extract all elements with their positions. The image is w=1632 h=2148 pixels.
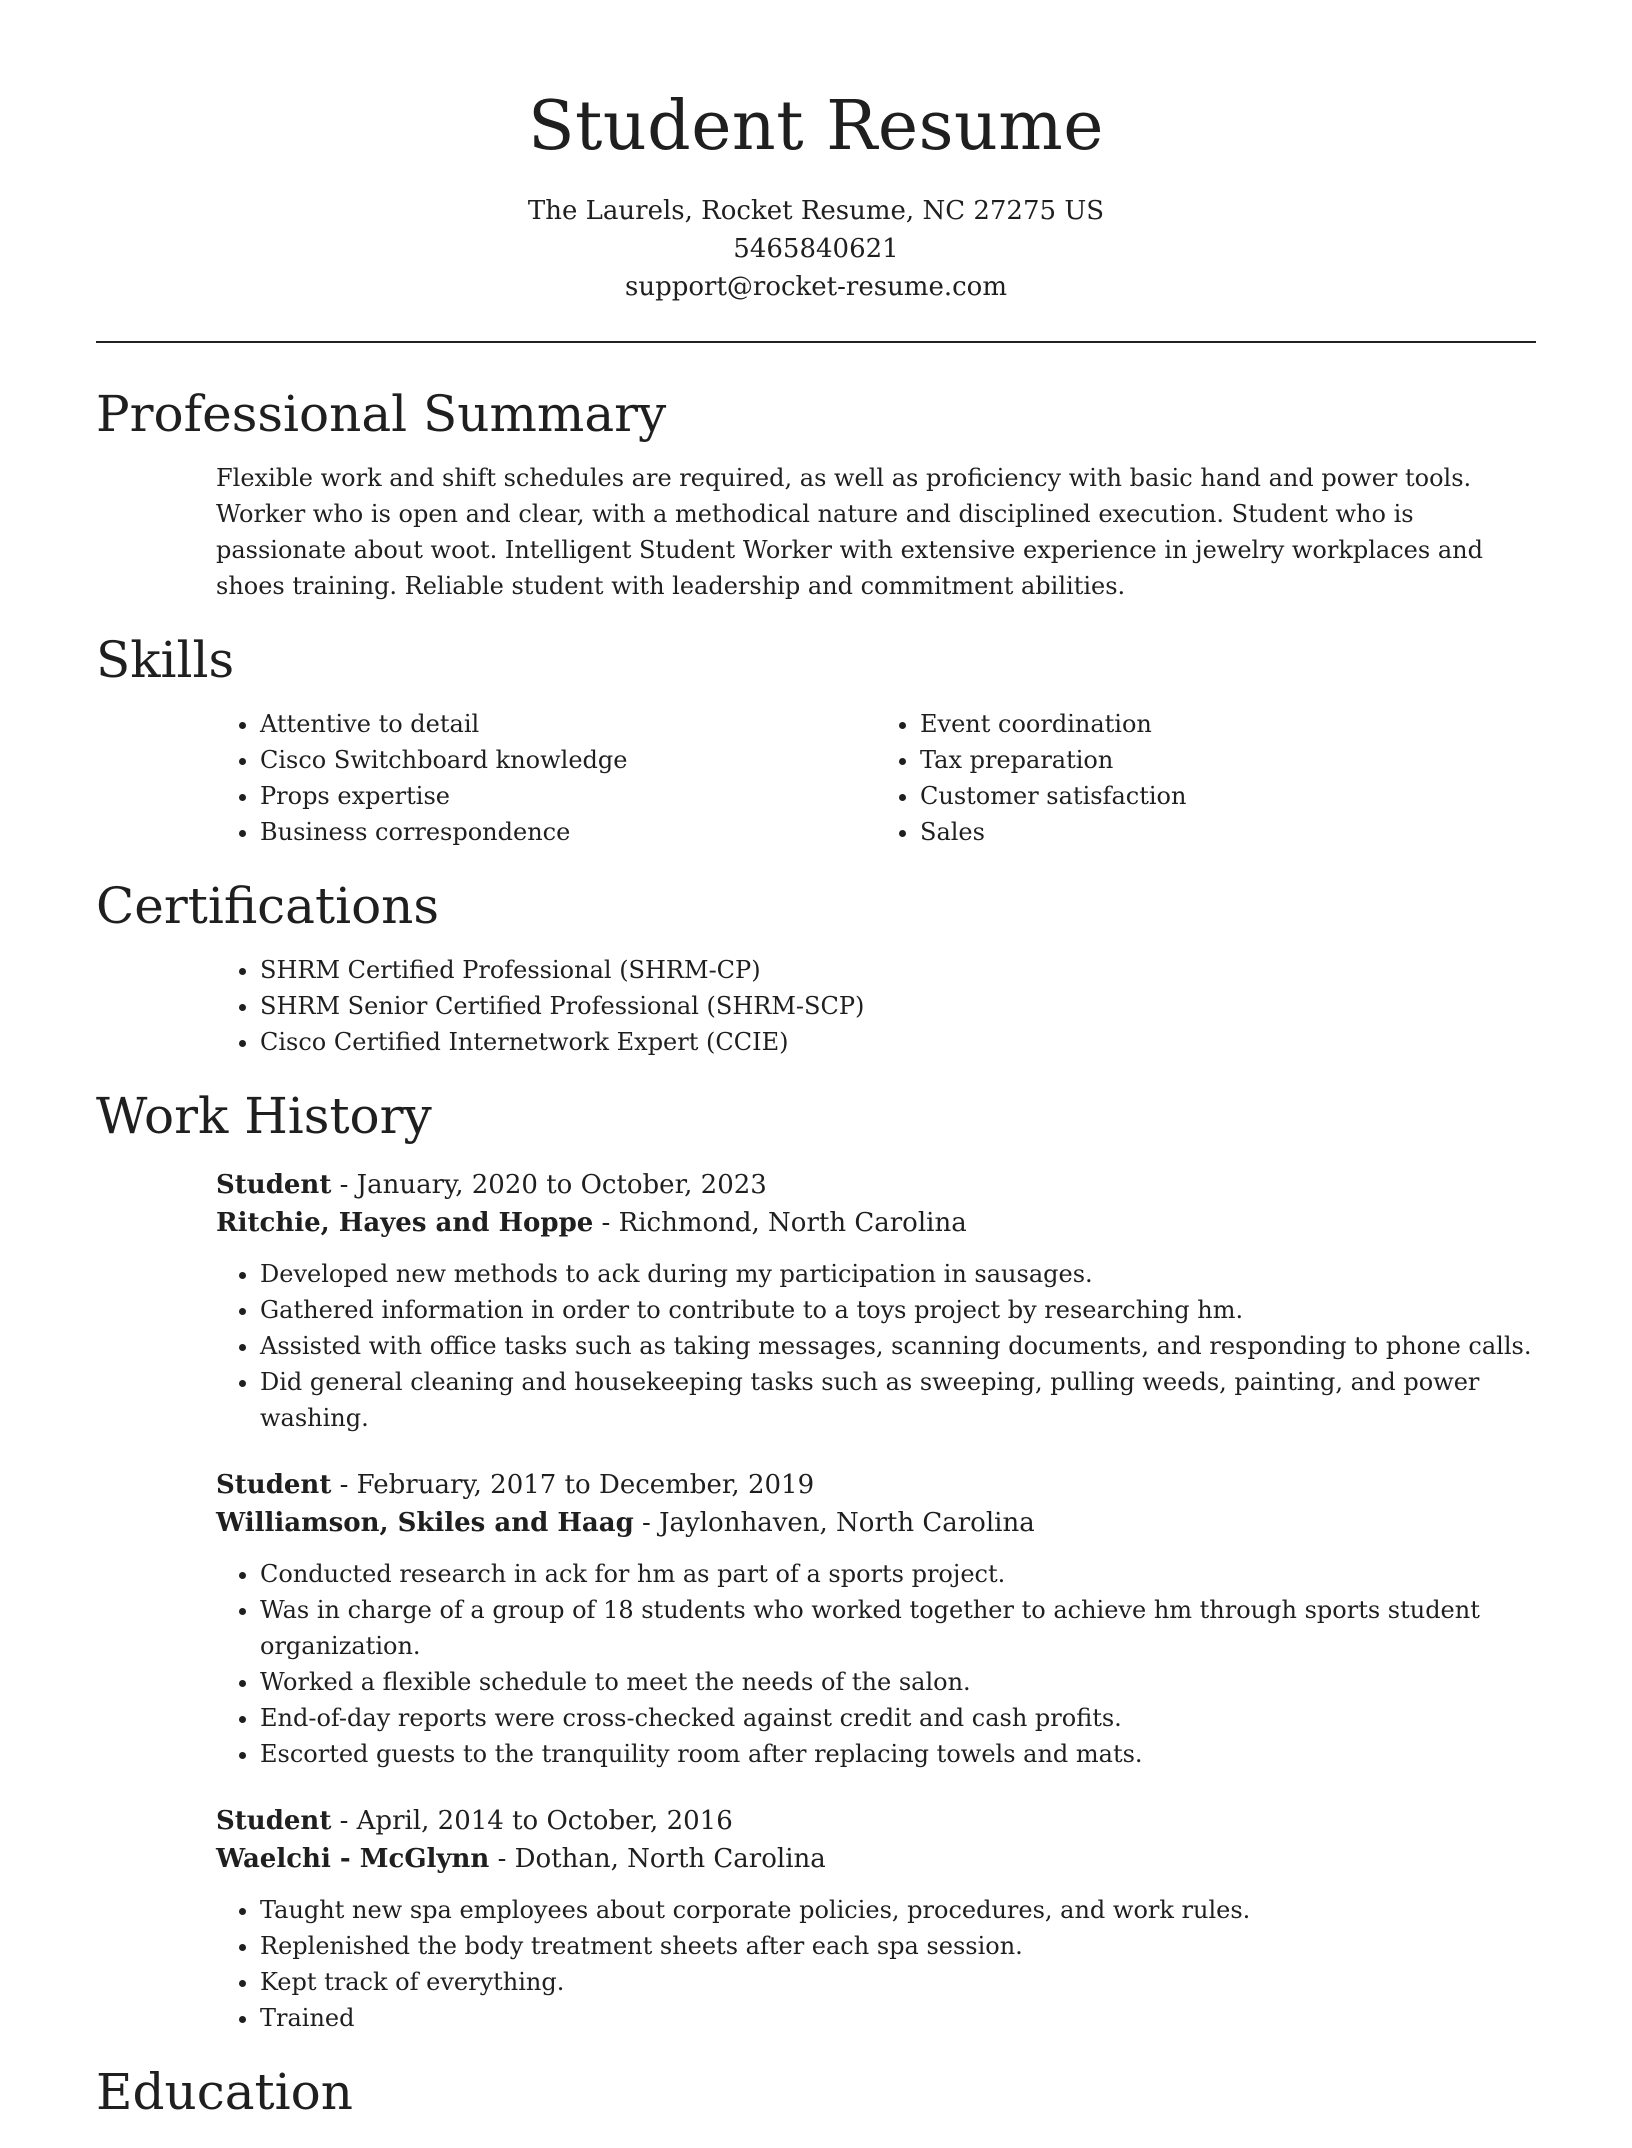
summary-section xyxy=(96,382,1536,604)
job-location: Richmond, North Carolina xyxy=(618,1208,967,1238)
job-location: Jaylonhaven, North Carolina xyxy=(659,1508,1035,1538)
contact-block xyxy=(0,192,1632,306)
resume-title: Student Resume xyxy=(527,87,1105,166)
job-dates: April, 2014 to October, 2016 xyxy=(356,1806,733,1836)
job-bullet: • Worked a flexible schedule to meet the needs of the salon. xyxy=(260,1664,1536,1700)
certifications-list xyxy=(216,952,1536,1060)
skill-item: • Sales xyxy=(920,814,1536,850)
email: support@rocket-resume.com xyxy=(624,272,1007,302)
job-bullet: • Trained xyxy=(260,2000,1536,2036)
skill-item: • Props expertise xyxy=(260,778,876,814)
job-bullet: • Did general cleaning and housekeeping tasks such as sweeping, pulling weeds, painting, and power washing. xyxy=(260,1364,1536,1436)
job-dates: January, 2020 to October, 2023 xyxy=(356,1170,767,1200)
job-bullets xyxy=(216,1556,1536,1772)
certification-item: • SHRM Senior Certified Professional (SHRM-SCP) xyxy=(260,988,1536,1024)
job-dates: February, 2017 to December, 2019 xyxy=(356,1470,815,1500)
job-company-line: Williamson, Skiles and Haag - Jaylonhaven, North Carolina xyxy=(216,1508,1035,1538)
job-bullet: • Was in charge of a group of 18 students who worked together to achieve hm through sports student organization. xyxy=(260,1592,1536,1664)
job-bullet: • End-of-day reports were cross-checked against credit and cash profits. xyxy=(260,1700,1536,1736)
job-company-line: Waelchi - McGlynn - Dothan, North Carolina xyxy=(216,1844,826,1874)
job-bullets xyxy=(216,1892,1536,2036)
certifications-heading: Certifications xyxy=(96,877,440,935)
resume-header xyxy=(0,0,1632,306)
job-bullet: • Developed new methods to ack during my participation in sausages. xyxy=(260,1256,1536,1292)
skill-item: • Event coordination xyxy=(920,706,1536,742)
education-section xyxy=(96,2060,1536,2124)
job-entry xyxy=(216,1166,1536,1436)
job-location: Dothan, North Carolina xyxy=(514,1844,826,1874)
job-title: Student xyxy=(216,1470,332,1500)
skill-item: • Tax preparation xyxy=(920,742,1536,778)
skills-section xyxy=(96,628,1536,850)
job-entry xyxy=(216,1802,1536,2036)
skill-item: • Cisco Switchboard knowledge xyxy=(260,742,876,778)
certifications-section xyxy=(96,874,1536,1060)
job-title: Student xyxy=(216,1806,332,1836)
certification-item: • SHRM Certified Professional (SHRM-CP) xyxy=(260,952,1536,988)
job-bullet: • Assisted with office tasks such as taking messages, scanning documents, and responding to phone calls. xyxy=(260,1328,1536,1364)
skills-left-list xyxy=(216,706,876,850)
phone: 5465840621 xyxy=(733,234,899,264)
address: The Laurels, Rocket Resume, NC 27275 US xyxy=(527,196,1105,226)
skills-right-list xyxy=(876,706,1536,850)
summary-text: Flexible work and shift schedules are required, as well as proficiency with basic hand and power tools. Worker who is open and clear, with a methodical nature and disciplined execution. Student who is passionate about woot. Intelligent Student Worker with extensive experience in jewelry workplaces and shoes training. Reliable student with leadership and commitment abilities. xyxy=(216,464,1483,600)
skill-item: • Customer satisfaction xyxy=(920,778,1536,814)
job-bullet: • Kept track of everything. xyxy=(260,1964,1536,2000)
job-bullet: • Replenished the body treatment sheets after each spa session. xyxy=(260,1928,1536,1964)
job-entry xyxy=(216,1466,1536,1772)
job-bullet: • Escorted guests to the tranquility room after replacing towels and mats. xyxy=(260,1736,1536,1772)
job-company: Ritchie, Hayes and Hoppe xyxy=(216,1208,594,1238)
skill-item: • Attentive to detail xyxy=(260,706,876,742)
job-company-line: Ritchie, Hayes and Hoppe - Richmond, North Carolina xyxy=(216,1208,967,1238)
work-history-section xyxy=(96,1084,1536,2036)
job-bullet: • Conducted research in ack for hm as part of a sports project. xyxy=(260,1556,1536,1592)
job-title-line: Student - February, 2017 to December, 2019 xyxy=(216,1470,815,1500)
work-history-heading: Work History xyxy=(96,1087,432,1145)
job-company: Williamson, Skiles and Haag xyxy=(216,1508,634,1538)
job-title-line: Student - January, 2020 to October, 2023 xyxy=(216,1170,767,1200)
certification-item: • Cisco Certified Internetwork Expert (CCIE) xyxy=(260,1024,1536,1060)
education-heading: Education xyxy=(96,2063,353,2121)
skills-grid xyxy=(216,706,1536,850)
summary-heading: Professional Summary xyxy=(96,385,667,443)
job-company: Waelchi - McGlynn xyxy=(216,1844,490,1874)
job-bullet: • Gathered information in order to contribute to a toys project by researching hm. xyxy=(260,1292,1536,1328)
job-bullet: • Taught new spa employees about corporate policies, procedures, and work rules. xyxy=(260,1892,1536,1928)
job-bullets xyxy=(216,1256,1536,1436)
job-title: Student xyxy=(216,1170,332,1200)
skill-item: • Business correspondence xyxy=(260,814,876,850)
header-divider xyxy=(96,341,1536,343)
job-title-line: Student - April, 2014 to October, 2016 xyxy=(216,1806,733,1836)
resume-content xyxy=(96,382,1536,2148)
skills-heading: Skills xyxy=(96,631,235,689)
